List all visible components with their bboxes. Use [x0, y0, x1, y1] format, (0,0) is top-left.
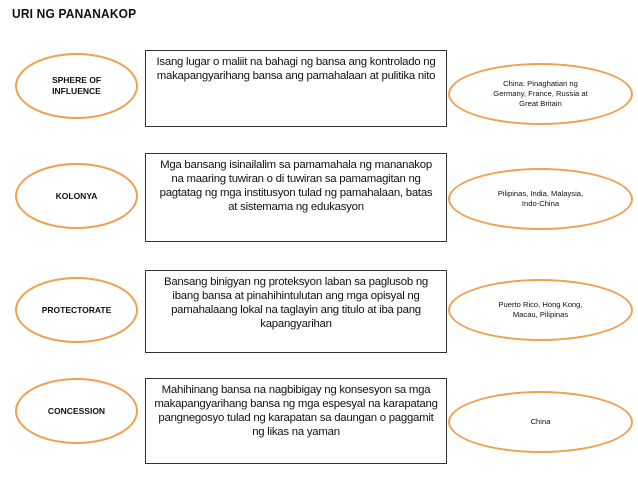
definition-line: Isang lugar o maliit na bahagi ng bansa ang kontrolado ng — [156, 56, 436, 68]
term-line: CONCESSION — [47, 405, 106, 416]
definition-line: makapangyarihang bansa ang pamahalaan at pulitika nito — [156, 70, 436, 82]
example-oval-kolonya — [448, 168, 633, 230]
definition-line: ng likas na yaman — [252, 426, 340, 438]
example-line: Indo-China — [521, 199, 560, 208]
definition-line: Bansang binigyan ng proteksyon laban sa paglusob ng — [164, 276, 428, 288]
term-oval-concession — [15, 378, 138, 444]
definition-box-protectorate — [145, 270, 447, 353]
term-oval-protectorate — [15, 277, 138, 343]
definition-line: na maaring tuwiran o di tuwiran sa pamamagitan ng — [171, 173, 421, 185]
definition-line: kapangyarihan — [260, 318, 332, 330]
term-line: PROTECTORATE — [41, 304, 112, 315]
term-line: INFLUENCE — [52, 86, 101, 96]
definition-box-sphere-of-influence — [145, 50, 447, 127]
definition-line: pamahalaang lokal na taglayin ang titulo at iba pang — [171, 304, 421, 316]
term-oval-kolonya — [15, 163, 138, 229]
example-line: Great Britain — [519, 99, 562, 108]
definition-line: ibang bansa at pinahihintulutan ang mga opisyal ng — [172, 290, 420, 302]
example-oval-sphere-of-influence — [448, 63, 633, 125]
definition-line: Mga bansang isinailalim sa pamamahala ng mananakop — [160, 159, 432, 171]
definition-line: at sistemama ng edukasyon — [228, 201, 364, 213]
term-oval-sphere-of-influence — [15, 53, 138, 119]
definition-box-kolonya — [145, 153, 447, 242]
definition-line: makapangyarihang bansa ng mga espesyal na karapatang — [154, 398, 438, 410]
example-line: Pilipinas, India, Malaysia, — [497, 189, 584, 198]
definition-box-concession — [145, 378, 447, 464]
example-oval-concession — [448, 391, 633, 453]
example-line: Puerto Rico, Hong Kong, — [498, 300, 583, 309]
definition-line: pagtatag ng mga institusyon tulad ng pamahalaan, batas — [159, 187, 433, 199]
page-title: URI NG PANANAKOP — [12, 6, 137, 21]
term-line: KOLONYA — [55, 190, 98, 201]
example-line: Macau, Pilipinas — [512, 310, 569, 319]
example-line: Germany, France, Russia at — [493, 89, 588, 98]
example-line: China — [530, 417, 551, 426]
example-line: China: Pinaghatian ng — [503, 79, 578, 88]
definition-line: pangnegosyo tulad ng karapatan sa daungan o paggamit — [158, 412, 434, 424]
example-oval-protectorate — [448, 279, 633, 341]
term-line: SPHERE OF — [51, 75, 102, 85]
definition-line: Mahihinang bansa na nagbibigay ng konsesyon sa mga — [161, 384, 431, 396]
